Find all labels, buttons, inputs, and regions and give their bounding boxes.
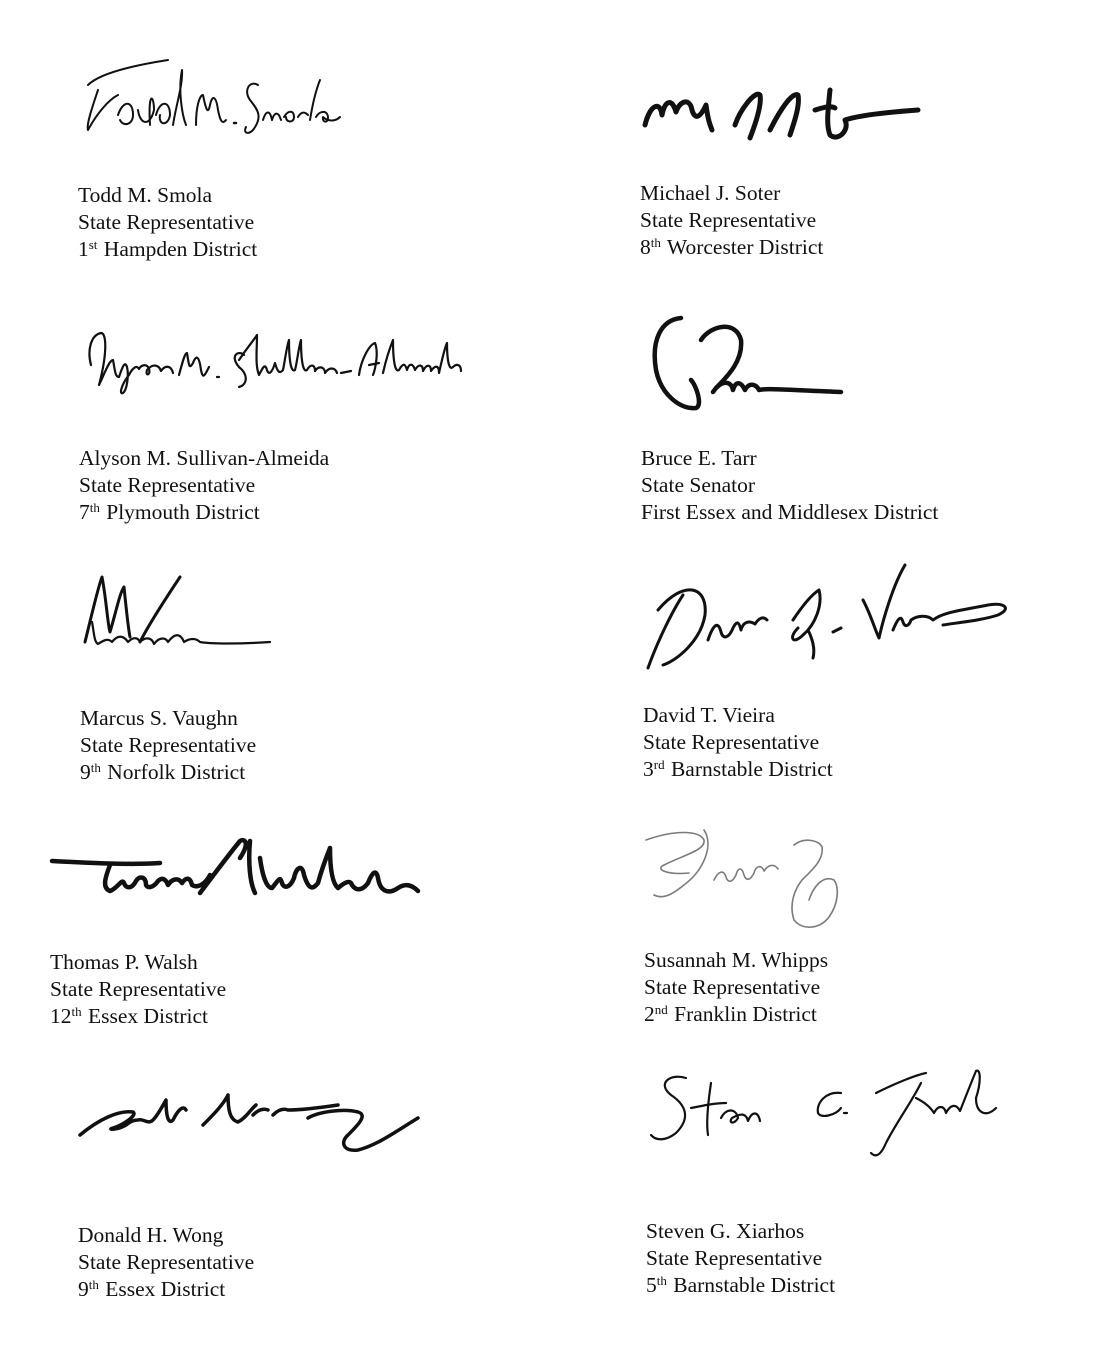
signer-title: State Representative <box>50 977 227 1001</box>
signer-title: State Representative <box>644 975 821 999</box>
signature-michael-soter <box>640 80 940 160</box>
signer-district: 7th Plymouth District <box>79 500 260 524</box>
signer-info <box>78 182 257 263</box>
signer-title: State Representative <box>80 733 257 757</box>
signer-district: 5th Barnstable District <box>646 1273 836 1297</box>
signer-title: State Representative <box>646 1246 823 1270</box>
signer-district: 9th Essex District <box>78 1277 226 1301</box>
signer-district: 2nd Franklin District <box>644 1002 817 1026</box>
signer-name: Michael J. Soter <box>640 181 781 205</box>
signature-marcus-vaughn <box>80 572 280 662</box>
signer-district: 12th Essex District <box>50 1004 209 1028</box>
signer-info <box>643 702 833 783</box>
signer-info <box>646 1218 835 1299</box>
signer-name: Steven G. Xiarhos <box>646 1219 805 1243</box>
signer-district: 8th Worcester District <box>640 235 824 259</box>
signature-bruce-tarr <box>641 310 861 420</box>
signer-district: 3rd Barnstable District <box>643 757 833 781</box>
signer-info <box>79 445 329 526</box>
signer-title: State Representative <box>640 208 817 232</box>
signature-alyson-sullivan-almeida <box>79 315 469 400</box>
signer-name: Marcus S. Vaughn <box>80 706 238 730</box>
signer-name: Bruce E. Tarr <box>641 446 757 470</box>
signature-thomas-walsh <box>50 833 430 913</box>
signer-district: 9th Norfolk District <box>80 760 246 784</box>
signer-title: State Senator <box>641 473 756 497</box>
signer-name: David T. Vieira <box>643 703 775 727</box>
signer-title: State Representative <box>78 210 255 234</box>
signer-name: Alyson M. Sullivan-Almeida <box>79 446 330 470</box>
signature-todd-smola <box>78 55 378 150</box>
signer-name: Thomas P. Walsh <box>50 950 198 974</box>
signature-donald-wong <box>78 1080 438 1160</box>
signature-david-vieira <box>643 560 1023 675</box>
signer-district: First Essex and Middlesex District <box>641 500 939 524</box>
signer-district: 1st Hampden District <box>78 237 258 261</box>
signature-steven-xiarhos <box>646 1063 1036 1163</box>
signer-name: Susannah M. Whipps <box>644 948 829 972</box>
signer-title: State Representative <box>79 473 256 497</box>
signer-name: Donald H. Wong <box>78 1223 224 1247</box>
signer-title: State Representative <box>78 1250 255 1274</box>
signer-info <box>641 445 938 526</box>
signer-info <box>80 705 256 786</box>
signer-info <box>640 180 823 261</box>
signer-title: State Representative <box>643 730 820 754</box>
signature-susannah-whipps <box>644 825 864 935</box>
signer-info <box>78 1222 254 1303</box>
signer-info <box>644 947 828 1028</box>
signer-name: Todd M. Smola <box>78 183 213 207</box>
signer-info <box>50 949 226 1030</box>
